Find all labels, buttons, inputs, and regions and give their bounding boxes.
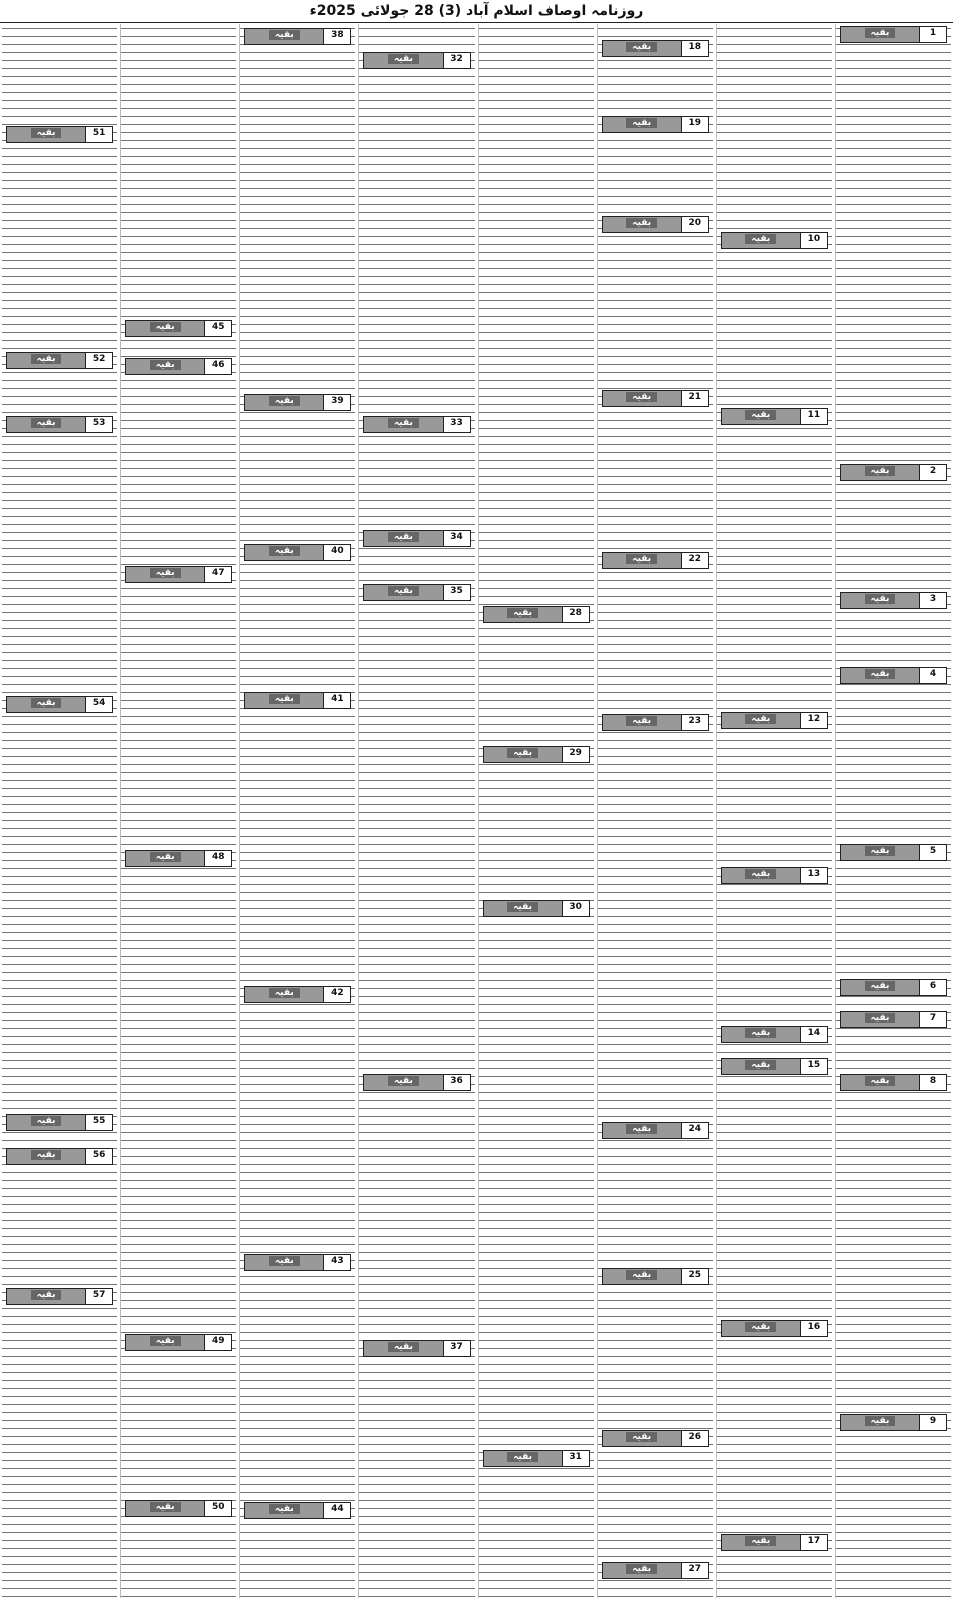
continuation-box: 52 بقیہ [6, 352, 113, 369]
continuation-box: 22 بقیہ [602, 552, 709, 569]
page-header: روزنامہ اوصاف اسلام آباد (3) 28 جولائی 2025ء [0, 0, 953, 23]
newspaper-columns [2, 24, 951, 1598]
continuation-box: 33 بقیہ [363, 416, 470, 433]
continuation-box: 28 بقیہ [483, 606, 590, 623]
continuation-box: 13 بقیہ [721, 867, 828, 884]
continuation-box: 40 بقیہ [244, 544, 351, 561]
column-7 [120, 24, 236, 1598]
column-1 [835, 24, 951, 1598]
column-3 [597, 24, 713, 1598]
continuation-box: 55 بقیہ [6, 1114, 113, 1131]
continuation-box: 17 بقیہ [721, 1534, 828, 1551]
continuation-box: 31 بقیہ [483, 1450, 590, 1467]
continuation-box: 38 بقیہ [244, 28, 351, 45]
continuation-box: 42 بقیہ [244, 986, 351, 1003]
continuation-box: 35 بقیہ [363, 584, 470, 601]
continuation-box: 44 بقیہ [244, 1502, 351, 1519]
column-4 [478, 24, 594, 1598]
continuation-box: 26 بقیہ [602, 1430, 709, 1447]
continuation-box: 11 بقیہ [721, 408, 828, 425]
continuation-box: 48 بقیہ [125, 850, 232, 867]
continuation-box: 43 بقیہ [244, 1254, 351, 1271]
continuation-box: 14 بقیہ [721, 1026, 828, 1043]
continuation-box: 51 بقیہ [6, 126, 113, 143]
continuation-box: 10 بقیہ [721, 232, 828, 249]
continuation-box: 5 بقیہ [840, 844, 947, 861]
continuation-box: 27 بقیہ [602, 1562, 709, 1579]
column-2 [716, 24, 832, 1598]
continuation-box: 56 بقیہ [6, 1148, 113, 1165]
continuation-box: 4 بقیہ [840, 667, 947, 684]
continuation-box: 29 بقیہ [483, 746, 590, 763]
continuation-box: 6 بقیہ [840, 979, 947, 996]
continuation-box: 32 بقیہ [363, 52, 470, 69]
continuation-box: 21 بقیہ [602, 390, 709, 407]
continuation-box: 9 بقیہ [840, 1414, 947, 1431]
continuation-box: 53 بقیہ [6, 416, 113, 433]
continuation-box: 50 بقیہ [125, 1500, 232, 1517]
continuation-box: 25 بقیہ [602, 1268, 709, 1285]
continuation-box: 20 بقیہ [602, 216, 709, 233]
continuation-box: 30 بقیہ [483, 900, 590, 917]
continuation-box: 37 بقیہ [363, 1340, 470, 1357]
continuation-box: 18 بقیہ [602, 40, 709, 57]
column-5 [358, 24, 474, 1598]
column-6 [239, 24, 355, 1598]
continuation-box: 57 بقیہ [6, 1288, 113, 1305]
continuation-box: 41 بقیہ [244, 692, 351, 709]
continuation-box: 54 بقیہ [6, 696, 113, 713]
continuation-box: 23 بقیہ [602, 714, 709, 731]
column-8 [2, 24, 117, 1598]
continuation-box: 7 بقیہ [840, 1011, 947, 1028]
continuation-box: 12 بقیہ [721, 712, 828, 729]
continuation-box: 16 بقیہ [721, 1320, 828, 1337]
continuation-box: 19 بقیہ [602, 116, 709, 133]
continuation-box: 47 بقیہ [125, 566, 232, 583]
continuation-box: 46 بقیہ [125, 358, 232, 375]
continuation-box: 24 بقیہ [602, 1122, 709, 1139]
continuation-box: 45 بقیہ [125, 320, 232, 337]
continuation-box: 34 بقیہ [363, 530, 470, 547]
continuation-box: 39 بقیہ [244, 394, 351, 411]
continuation-box: 36 بقیہ [363, 1074, 470, 1091]
continuation-box: 1 بقیہ [840, 26, 947, 43]
continuation-box: 3 بقیہ [840, 592, 947, 609]
continuation-box: 2 بقیہ [840, 464, 947, 481]
continuation-box: 49 بقیہ [125, 1334, 232, 1351]
continuation-box: 8 بقیہ [840, 1074, 947, 1091]
continuation-box: 15 بقیہ [721, 1058, 828, 1075]
